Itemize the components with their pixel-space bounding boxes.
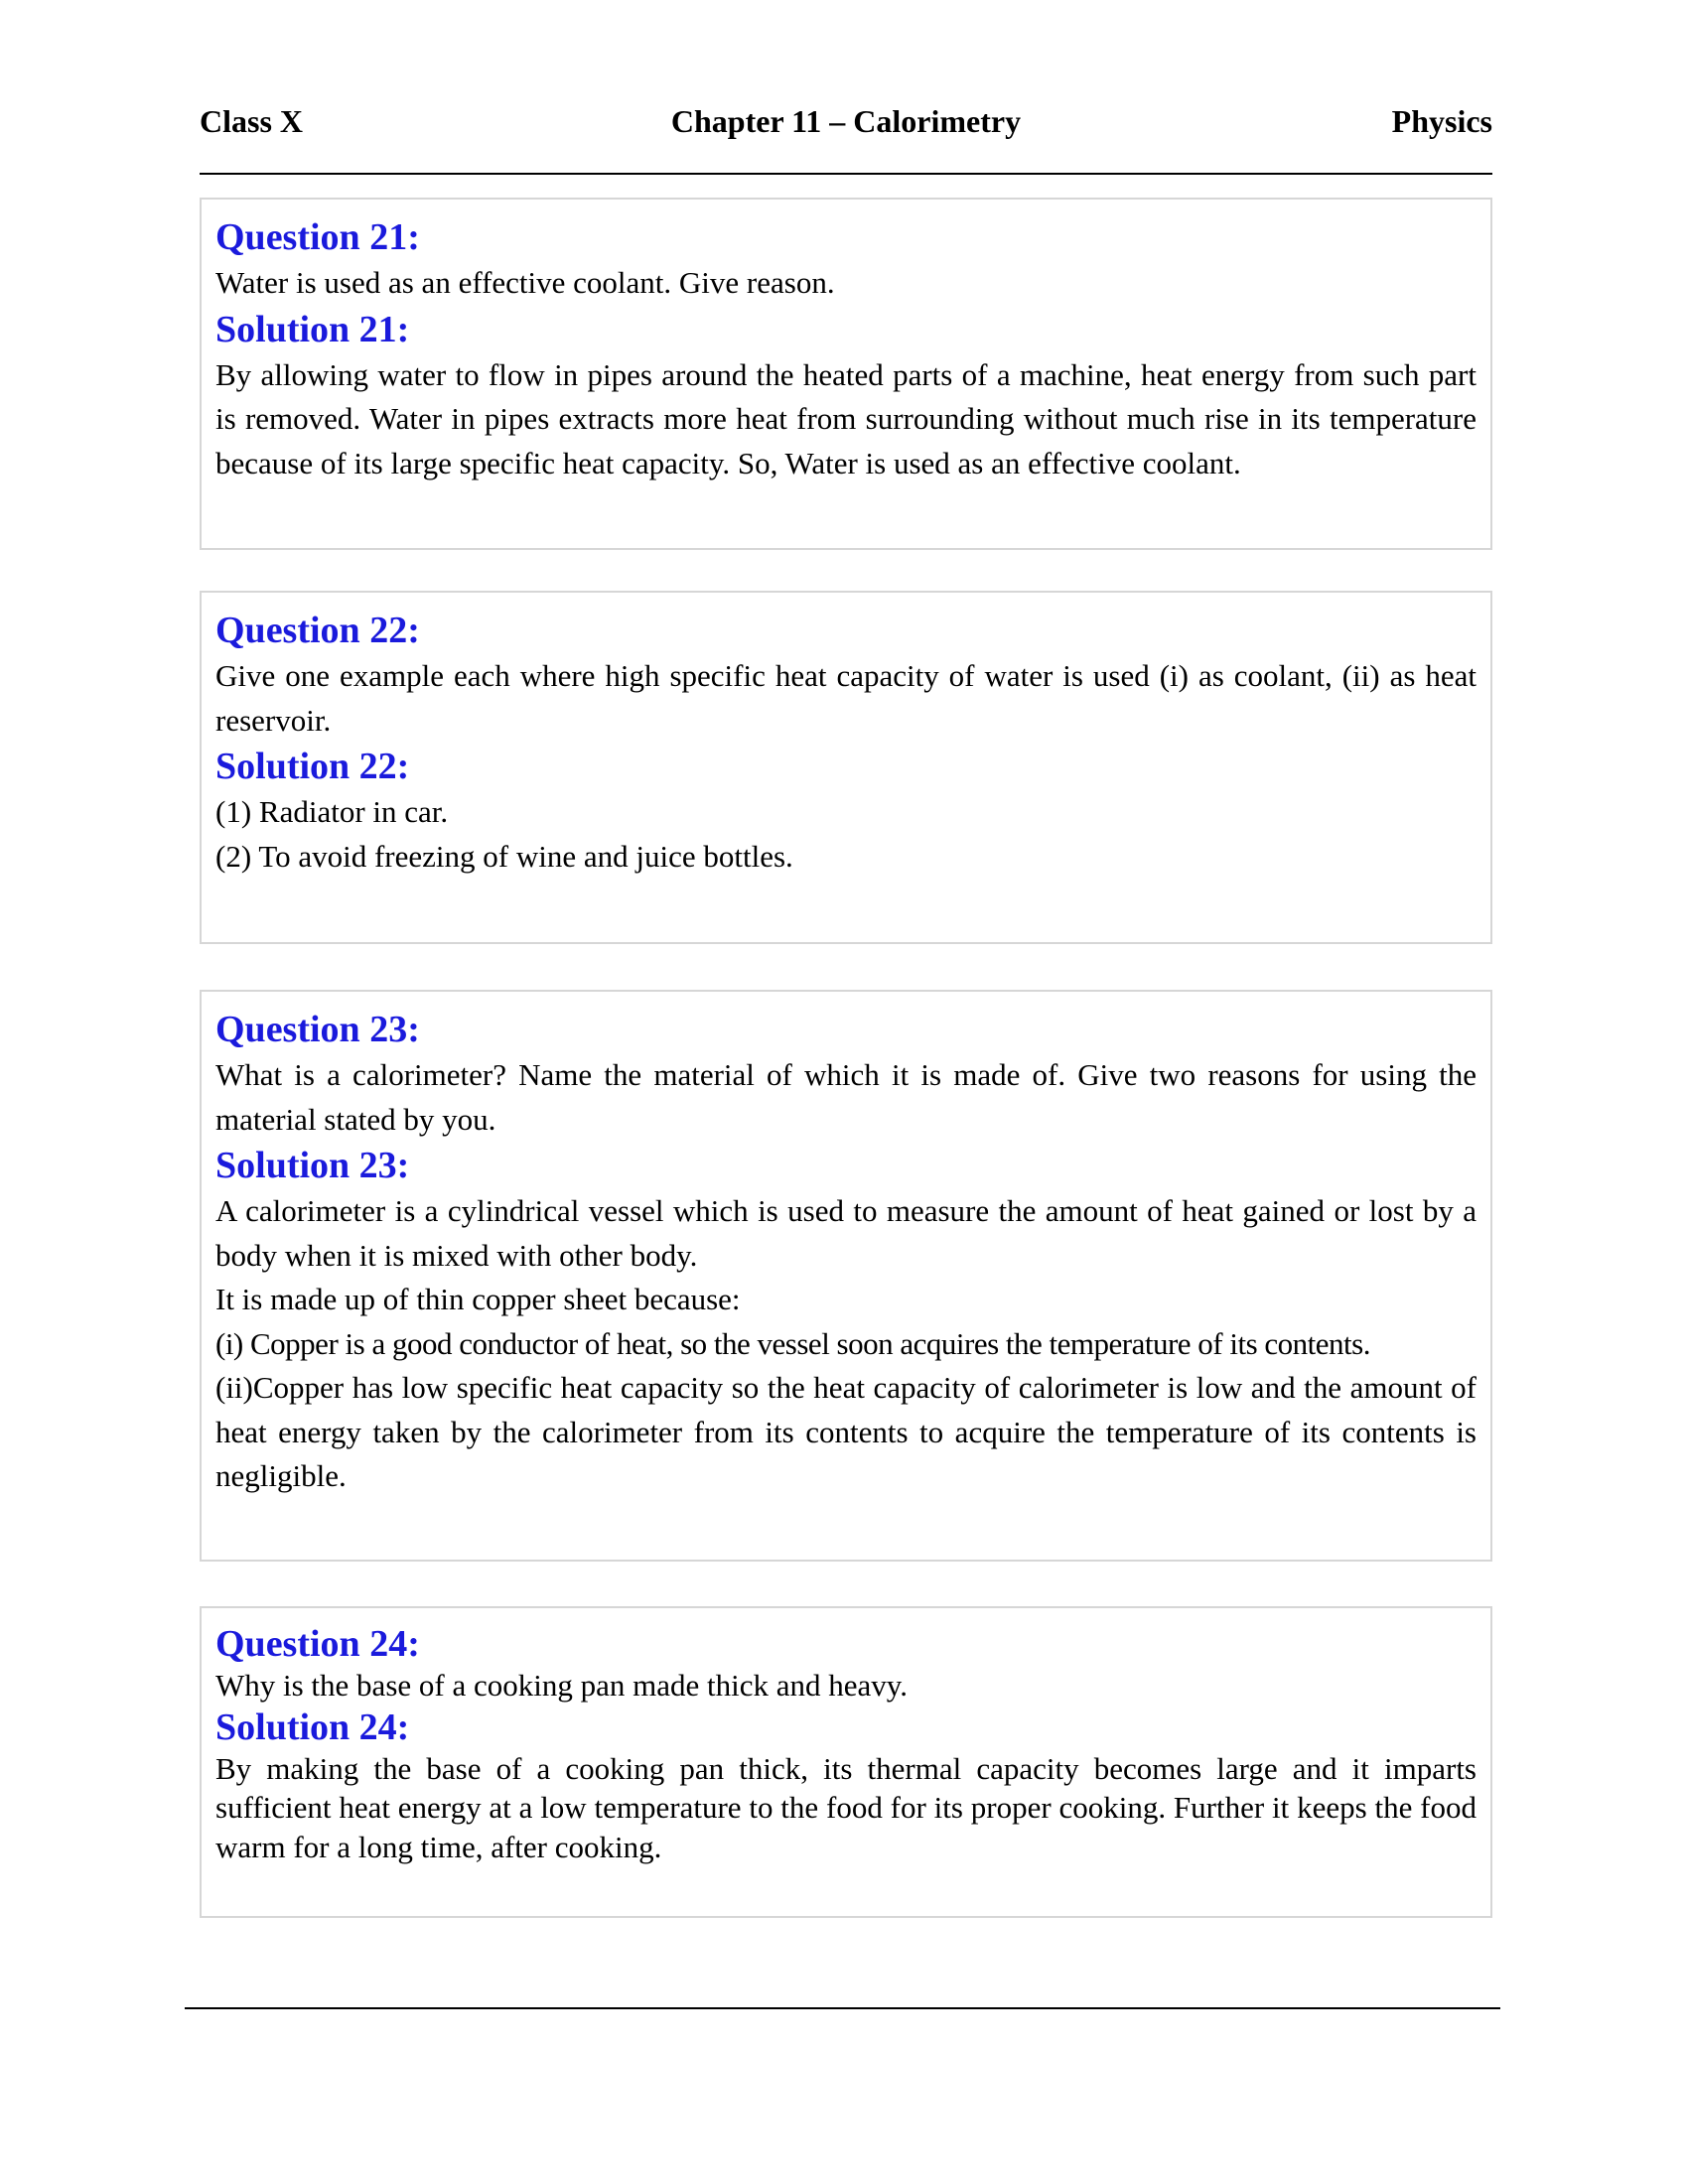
question-heading: Question 23: [215, 1009, 420, 1050]
question-block-24 [200, 1606, 1492, 1918]
question-text: Give one example each where high specific heat capacity of water is used (i) as coolant, (ii) as heat reservoir. [215, 658, 1477, 738]
question-text: Water is used as an effective coolant. Give reason. [215, 265, 835, 300]
solution-heading: Solution 24: [215, 1706, 410, 1748]
footer-divider [185, 2007, 1500, 2009]
question-text: What is a calorimeter? Name the material of which it is made of. Give two reasons for using the material stated by you. [215, 1057, 1477, 1137]
page-header [200, 99, 1492, 143]
solution-text: A calorimeter is a cylindrical vessel which is used to measure the amount of heat gained or lost by a body when it is mixed with other body. [215, 1193, 1477, 1273]
question-block-22 [200, 591, 1492, 944]
solution-heading: Solution 21: [215, 308, 410, 350]
question-heading: Question 24: [215, 1623, 420, 1665]
solution-text: It is made up of thin copper sheet because: [215, 1282, 741, 1316]
solution-text: (1) Radiator in car. [215, 794, 449, 829]
subject-label: Physics [1391, 103, 1492, 139]
question-heading: Question 21: [215, 216, 420, 258]
solution-heading: Solution 22: [215, 746, 410, 787]
chapter-title: Chapter 11 – Calorimetry [670, 103, 1022, 139]
header-divider [200, 173, 1492, 175]
solution-text: (ii)Copper has low specific heat capacity so the heat capacity of calorimeter is low and the amount of heat energy taken by the calorimeter from its contents to acquire the temperature of its contents is negligible. [215, 1370, 1477, 1493]
solution-heading: Solution 23: [215, 1145, 410, 1186]
solution-text: By making the base of a cooking pan thick, its thermal capacity becomes large and it imparts sufficient heat energy at a low temperature to the food for its proper cooking. Further it keeps the food warm for a long time, after cooking. [215, 1750, 1477, 1864]
class-label: Class X [200, 103, 304, 139]
question-heading: Question 22: [215, 610, 420, 651]
solution-text: (i) Copper is a good conductor of heat, so the vessel soon acquires the temperature of its contents. [215, 1325, 1370, 1361]
question-block-21 [200, 198, 1492, 550]
solution-text: (2) To avoid freezing of wine and juice bottles. [215, 838, 793, 874]
question-text: Why is the base of a cooking pan made thick and heavy. [215, 1668, 908, 1703]
question-block-23 [200, 990, 1492, 1562]
solution-text: By allowing water to flow in pipes around the heated parts of a machine, heat energy from such part is removed. Water in pipes extracts more heat from surrounding without much rise in its temperature because of its large specific heat capacity. So, Water is used as an effective coolant. [215, 356, 1477, 480]
